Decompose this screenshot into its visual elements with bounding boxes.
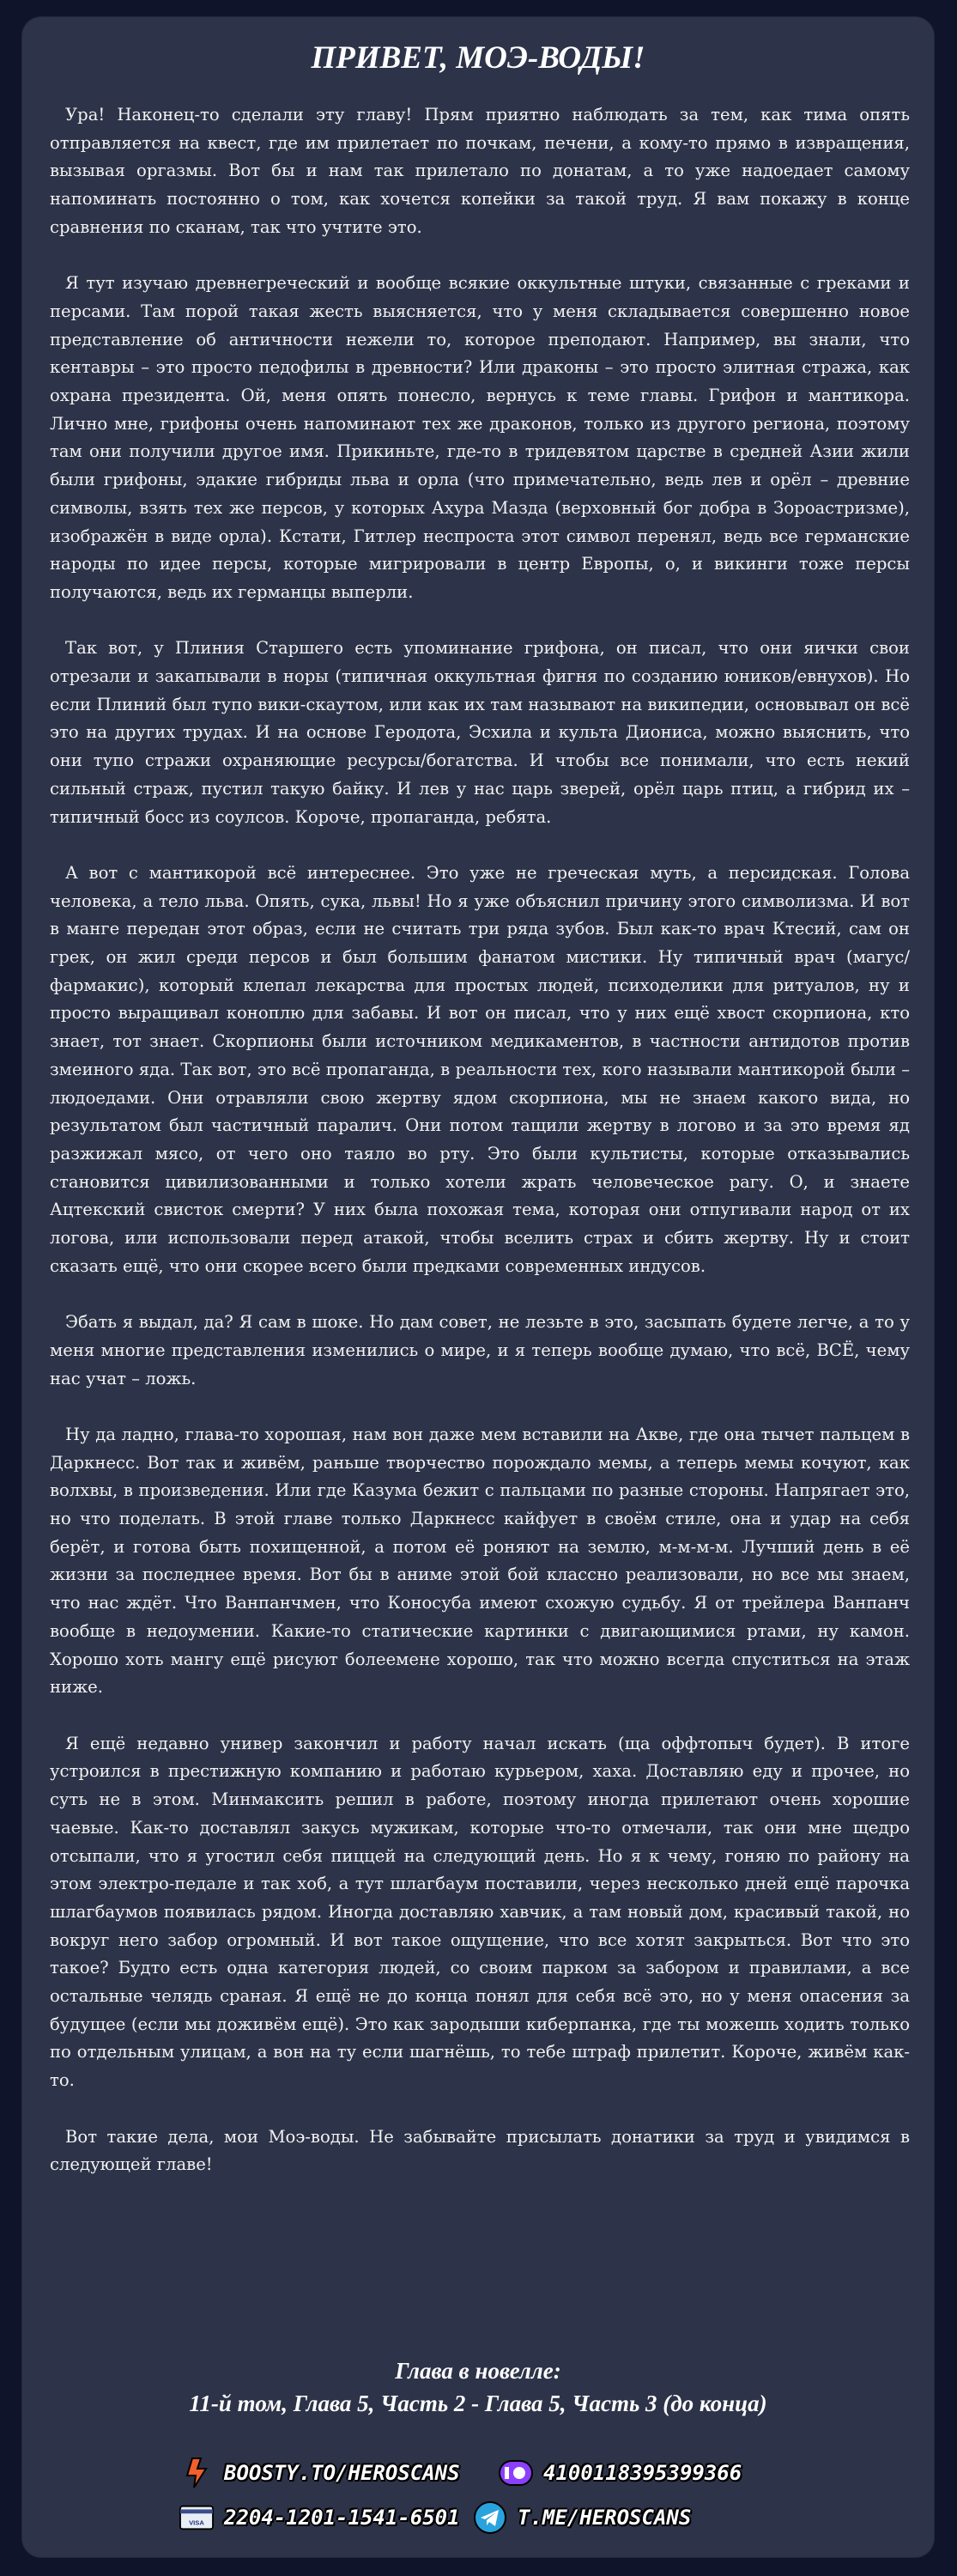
credit-card-icon bbox=[179, 2500, 214, 2535]
telegram-icon bbox=[473, 2500, 507, 2535]
telegram-link[interactable] bbox=[473, 2500, 691, 2535]
boosty-icon bbox=[179, 2456, 214, 2490]
paragraph-1: Ура! Наконец-то сделали эту главу! Прям приятно наблюдать за тем, как тима опять отправляется на квест, где им прилетает по почкам, печени, а кому-то прямо в извращения, вызывая оргазмы. Вот бы и нам так прилетало по донатам, а то уже надоедает самому напоминать постоянно о том, как хочется копейки за такой труд. Я вам покажу в конце сравнения по сканам, так что учтите это. bbox=[50, 105, 910, 237]
paragraph-8: Вот такие дела, мои Моэ-воды. Не забывайте присылать донатики за труд и увидимся в следующей главе! bbox=[50, 2126, 910, 2175]
paragraph-7: Я ещё недавно универ закончил и работу начал искать (ща оффтопыч будет). В итоге устроился в престижную компанию и работаю курьером, хаха. Доставляю еду и прочее, но суть не в этом. Минмаксить решил в работе, поэтому иногда прилетают очень хорошие чаевые. Как-то доставлял закусь мужикам, которые что-то отмечали, так они мне щедро отсыпали, что я угостил себя пиццей на следующий день. Но я к чему, гоняю по району на этом электро-педале и так хоб, а тут шлагбаум поставили, через несколько дней ещё парочка шлагбаумов появилась рядом. Иногда доставляю хавчик, а там новый дом, красивый такой, но вокруг него забор огромный. И вот такое ощущение, что все хотят закрыться. Вот что это такое? Будто есть одна категория людей, со своим парком за забором и правилами, а все остальные челядь сраная. Я ещё не до конца понял для себя всё это, но у меня опасения за будущее (если мы доживём ещё). Это как зародыши киберпанка, где ты можешь ходить только по отдельным улицам, а вон на ту если шагнёшь, то тебе штраф прилетит. Короче, живём как-то. bbox=[50, 1733, 910, 2091]
chapter-heading: Глава в новелле: bbox=[395, 2358, 561, 2384]
yoomoney-icon bbox=[499, 2456, 533, 2490]
message-body bbox=[50, 101, 910, 2208]
boosty-url: BOOSTY.TO/HEROSCANS bbox=[224, 2461, 460, 2485]
message-card bbox=[22, 17, 934, 2557]
card-number: 2204-1201-1541-6501 bbox=[224, 2506, 460, 2530]
card-link[interactable] bbox=[179, 2500, 460, 2535]
yoomoney-number: 4100118395399366 bbox=[543, 2461, 742, 2485]
card-brand-label: VISA bbox=[189, 2518, 204, 2527]
chapter-info bbox=[22, 2354, 934, 2420]
paragraph-6: Ну да ладно, глава-то хорошая, нам вон даже мем вставили на Акве, где она тычет пальцем в Даркнесс. Вот так и живём, раньше творчество порождало мемы, а теперь мемы кочуют, как волхвы, в произведения. Или где Казума бежит с пальцами по разные стороны. Напрягает это, но что поделать. В этой главе только Даркнесс кайфует в своём стиле, она и удар на себя берёт, и готова быть похищенной, а потом её роняют на землю, м-м-м-м. Лучший день в её жизни за последнее время. Вот бы в аниме этой бой классно реализовали, но все мы знаем, что нас ждёт. Что Ванпанчмен, что Коносуба имеют схожую судьбу. Я от трейлера Ванпанч вообще в недоумении. Какие-то статические картинки с двигающимися ртами, ну камон. Хорошо хоть мангу ещё рисуют болеемене хорошо, так что можно всегда спуститься на этаж ниже. bbox=[50, 1424, 910, 1698]
donation-links bbox=[179, 2456, 797, 2550]
paragraph-3: Так вот, у Плиния Старшего есть упоминание грифона, он писал, что они яички свои отрезали и закапывали в норы (типичная оккультная фигня по созданию юников/евнухов). Но если Плиний был тупо вики-скаутом, или как их там называют на википедии, основывал он всё это на других трудах. И на основе Геродота, Эсхила и культа Диониса, можно выяснить, что они тупо стражи охраняющие ресурсы/богатства. И чтобы все понимали, что есть некий сильный страж, пустил такую байку. И лев у нас царь зверей, орёл царь птиц, а гибрид их – типичный босс из соулсов. Короче, пропаганда, ребята. bbox=[50, 638, 910, 827]
paragraph-5: Эбать я выдал, да? Я сам в шоке. Но дам совет, не лезьте в это, засыпать будете легче, а то у меня многие представления изменились о мире, и я теперь вообще думаю, что всё, ВСЁ, чему нас учат – ложь. bbox=[50, 1312, 910, 1388]
boosty-link[interactable] bbox=[179, 2456, 460, 2490]
chapter-range: 11-й том, Глава 5, Часть 2 - Глава 5, Часть 3 (до конца) bbox=[189, 2391, 767, 2416]
paragraph-2: Я тут изучаю древнегреческий и вообще всякие оккультные штуки, связанные с греками и персами. Там порой такая жесть выясняется, что у меня складывается совершенно новое представление об античности нежели то, которое преподают. Например, вы знали, что кентавры – это просто педофилы в древности? Или драконы – это просто элитная стража, как охрана президента. Ой, меня опять понесло, вернусь к теме главы. Грифон и мантикора. Лично мне, грифоны очень напоминают тех же драконов, только из другого региона, поэтому там они получили другое имя. Прикиньте, где-то в тридевятом царстве в средней Азии жили были грифоны, эдакие гибриды льва и орла (что примечательно, ведь лев и орёл – древние символы, взять тех же персов, у которых Ахура Мазда (верховный бог добра в Зороастризме), изображён в виде орла). Кстати, Гитлер неспроста этот символ перенял, ведь все германские народы по идее персы, которые мигрировали в центр Европы, о, и викинги тоже персы получаются, ведь их германцы выперли. bbox=[50, 273, 910, 602]
yoomoney-link[interactable] bbox=[499, 2456, 742, 2490]
telegram-url: T.ME/HEROSCANS bbox=[518, 2506, 692, 2530]
page-title: ПРИВЕТ, МОЭ-ВОДЫ! bbox=[311, 40, 645, 76]
paragraph-4: А вот с мантикорой всё интереснее. Это уже не греческая муть, а персидская. Голова человека, а тело льва. Опять, сука, львы! Но я уже объяснил причину этого символизма. И вот в манге передан этот образ, если не считать три ряда зубов. Был как-то врач Ктесий, сам он грек, он жил среди персов и был большим фанатом мистики. Ну типичный врач (магус/фармакис), который клепал лекарства для простых людей, психоделики для ритуалов, ну и просто выращивал коноплю для забавы. И вот он писал, что у них ещё хвост скорпиона, кто знает, тот знает. Скорпионы были источником медикаментов, в частности антидотов против змеиного яда. Так вот, это всё пропаганда, в реальности тех, кого называли мантикорой были – людоедами. Они отравляли свою жертву ядом скорпиона, мы не знаем какого вида, но результатом был частичный паралич. Они потом тащили жертву в логово и за это время яд разжижал мясо, от чего оно таяло во рту. Это были культисты, которые отказывались становится цивилизованными и только хотели жрать человеческое рагу. О, и знаете Ацтекский свисток смерти? У них была похожая тема, которая они отпугивали народ от их логова, или использовали перед атакой, чтобы вселить страх и сбить жертву. Ну и стоит сказать ещё, что они скорее всего были предками современных индусов. bbox=[50, 862, 910, 1276]
